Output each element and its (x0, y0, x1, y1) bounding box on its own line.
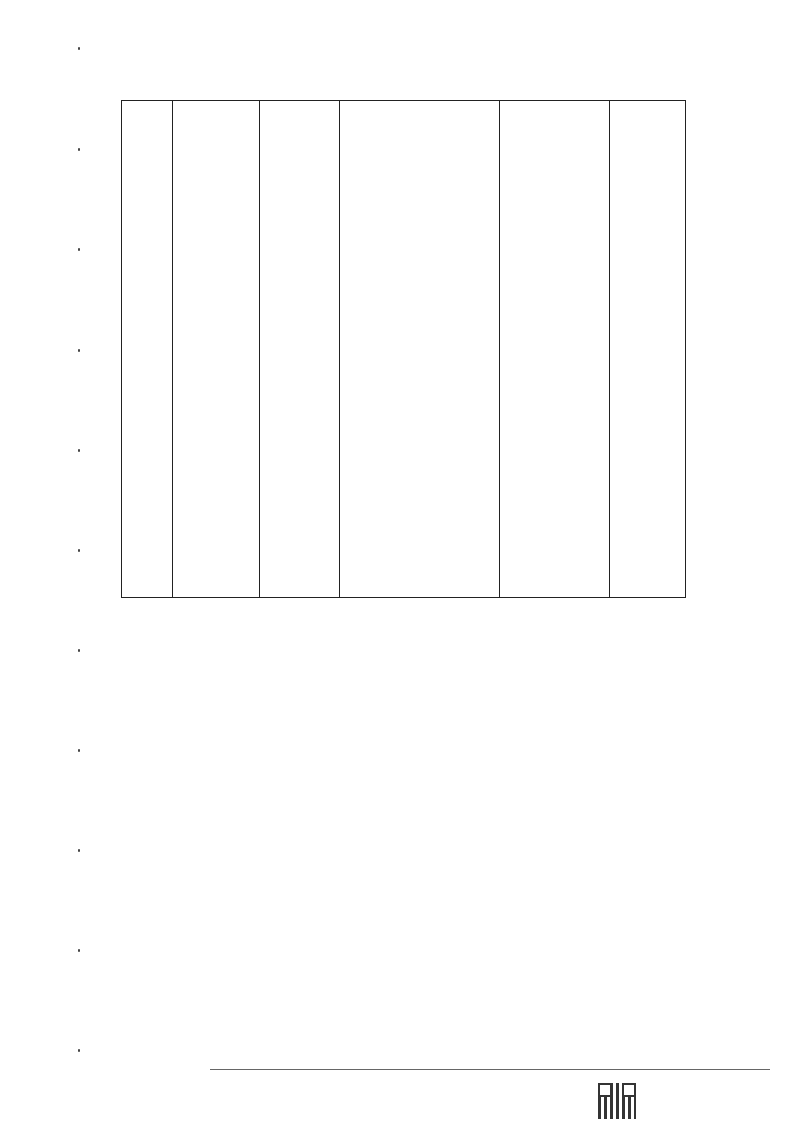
binding-hole-mark (78, 1049, 80, 1052)
binding-hole-mark (78, 148, 80, 151)
contact-table (121, 100, 686, 598)
binding-hole-mark (78, 47, 80, 50)
binding-hole-mark (78, 649, 80, 652)
binding-hole-mark (78, 349, 80, 352)
binding-hole-mark (78, 749, 80, 752)
page-number (0, 1002, 800, 1018)
page-current (392, 1002, 400, 1017)
column-divider (499, 101, 500, 597)
column-divider (339, 101, 340, 597)
binding-hole-mark (78, 949, 80, 952)
binding-hole-mark (78, 849, 80, 852)
column-divider (259, 101, 260, 597)
scan-edge-line (210, 1069, 770, 1070)
binding-hole-mark (78, 549, 80, 552)
binding-hole-mark (78, 449, 80, 452)
binding-hole-mark (78, 248, 80, 251)
qr-code-icon (598, 1083, 636, 1119)
page-total (400, 1002, 408, 1017)
column-divider (609, 101, 610, 597)
column-divider (172, 101, 173, 597)
